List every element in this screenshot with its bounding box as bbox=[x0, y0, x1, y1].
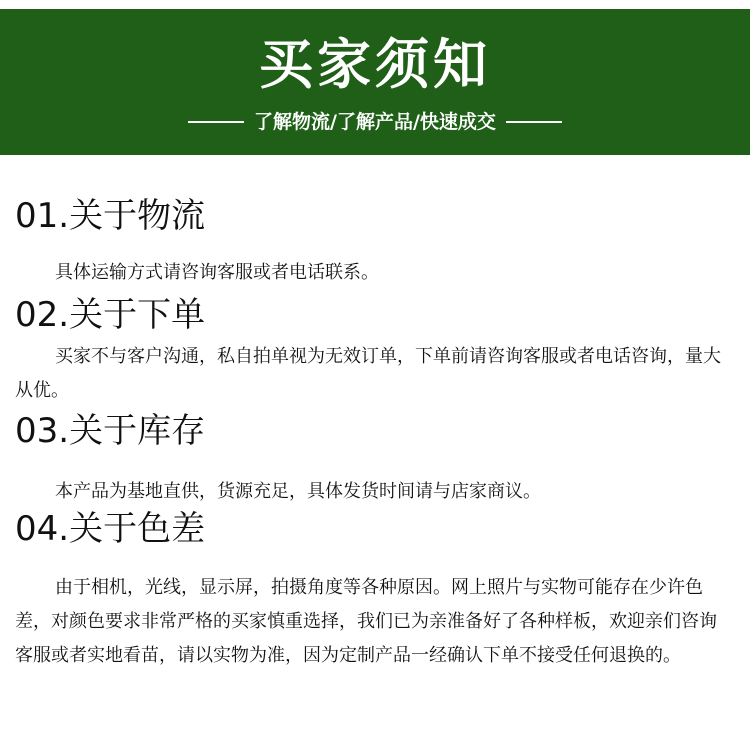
section-body-color-difference: 由于相机，光线，显示屏，拍摄角度等各种原因。网上照片与实物可能存在少许色差，对颜色要求非常严格的买家慎重选择，我们已为亲准备好了各种样板，欢迎亲们咨询客服或者实地看苗，请以实物为准，因为定制产品一经确认下单不接受任何退换的。 bbox=[15, 577, 717, 666]
section-body-inventory: 本产品为基地直供，货源充足，具体发货时间请与店家商议。 bbox=[55, 481, 541, 502]
section-body-order: 买家不与客户沟通，私自拍单视为无效订单，下单前请咨询客服或者电话咨询，量大从优。 bbox=[15, 346, 721, 401]
section-body-logistics: 具体运输方式请咨询客服或者电话联系。 bbox=[55, 262, 379, 283]
page-title: 买家须知 bbox=[259, 33, 491, 96]
section-heading-logistics: 01.关于物流 bbox=[15, 196, 206, 236]
subtitle-text: 了解物流/了解产品/快速成交 bbox=[254, 111, 496, 133]
section-heading-order: 02.关于下单 bbox=[15, 295, 206, 335]
section-heading-inventory: 03.关于库存 bbox=[15, 411, 206, 451]
section-heading-color-difference: 04.关于色差 bbox=[15, 509, 206, 549]
